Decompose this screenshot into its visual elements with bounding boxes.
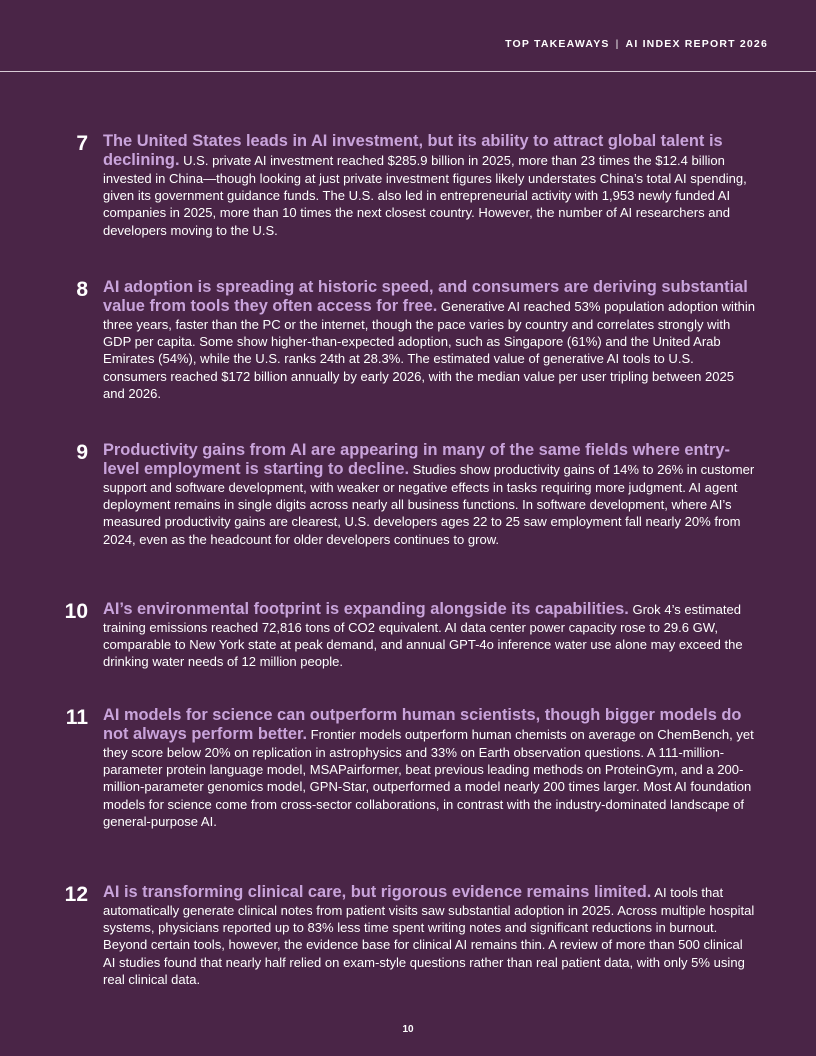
header-section: TOP TAKEAWAYS (505, 38, 610, 50)
takeaway-number: 9 (76, 441, 88, 464)
takeaway-number: 10 (64, 600, 88, 623)
header-report-title: AI INDEX REPORT 2026 (625, 38, 768, 50)
takeaway-body: Grok 4’s estimated training emissions reached 72,816 tons of CO2 equivalent. AI data center power capacity rose to 29.6 GW, comparable to New York state at peak demand, and annual GPT-4o inference water use alone may exceed the drinking water needs of 12 million people. (103, 602, 743, 670)
takeaway-text (103, 441, 755, 548)
takeaway-headline: AI adoption is spreading at historic speed, and consumers are deriving substantial value from tools they often access for free. (103, 278, 748, 315)
page-number: 10 (402, 1024, 414, 1035)
takeaway-text (103, 706, 755, 830)
takeaway-text (103, 600, 755, 671)
takeaway-text (103, 132, 755, 239)
running-header (505, 38, 768, 50)
takeaway-headline: AI is transforming clinical care, but rigorous evidence remains limited. (103, 883, 652, 901)
takeaway-headline: The United States leads in AI investment, but its ability to attract global talent is declining. (103, 132, 723, 169)
takeaway-headline: AI models for science can outperform human scientists, though bigger models do not always perform better. (103, 706, 742, 743)
takeaway-number: 8 (76, 278, 88, 301)
takeaway-headline: Productivity gains from AI are appearing in many of the same fields where entry-level employment is starting to decline. (103, 441, 730, 478)
takeaway-body: Generative AI reached 53% population adoption within three years, faster than the PC or the internet, though the pace varies by country and correlates strongly with GDP per capita. Some show higher-than-expected adoption, such as Singapore (61%) and the United Arab Emirates (54%), while the U.S. ranks 24th at 28.3%. The estimated value of generative AI tools to U.S. consumers reached $172 billion annually by early 2026, with the median value per user tripling between 2025 and 2026. (103, 299, 755, 401)
takeaway-body: Frontier models outperform human chemists on average on ChemBench, yet they score below 20% on replication in astrophysics and 33% on Earth observation questions. A 111-million-parameter protein language model, MSAPairformer, beat previous leading methods on ProteinGym, and a 200-million-parameter genomics model, GPN-Star, outperformed a model nearly 200 times larger. Most AI foundation models for science come from cross-sector collaborations, in contrast with the industry-dominated landscape of general-purpose AI. (103, 727, 754, 829)
takeaway-body: Studies show productivity gains of 14% to 26% in customer support and software development, with weaker or negative effects in tasks requiring more judgment. AI agent deployment remains in single digits across nearly all business functions. In software development, where AI’s measured productivity gains are clearest, U.S. developers ages 22 to 25 saw employment fall nearly 20% from 2024, even as the headcount for older developers continues to grow. (103, 462, 755, 547)
takeaway-text (103, 278, 755, 402)
takeaway-body: U.S. private AI investment reached $285.9 billion in 2025, more than 23 times the $12.4 billion invested in China—though looking at just private investment figures likely understates China’s total AI spending, given its government guidance funds. The U.S. also led in entrepreneurial activity with 1,953 newly funded AI companies in 2025, more than 10 times the next closest country. However, the number of AI researchers and developers moving to the U.S. (103, 153, 747, 238)
header-divider (0, 71, 816, 72)
takeaway-number: 11 (65, 706, 88, 729)
takeaway-headline: AI’s environmental footprint is expanding alongside its capabilities. (103, 600, 629, 618)
takeaway-body: AI tools that automatically generate clinical notes from patient visits saw substantial adoption in 2025. Across multiple hospital systems, physicians reported up to 83% less time spent writing notes and significant reductions in burnout. Beyond certain tools, however, the evidence base for clinical AI remains thin. A review of more than 500 clinical AI studies found that nearly half relied on exam-style questions rather than real patient data, with only 5% using real clinical data. (103, 885, 755, 987)
takeaway-text (103, 883, 755, 988)
takeaway-number: 7 (76, 132, 88, 155)
header-separator: | (615, 38, 620, 50)
takeaway-number: 12 (64, 883, 88, 906)
